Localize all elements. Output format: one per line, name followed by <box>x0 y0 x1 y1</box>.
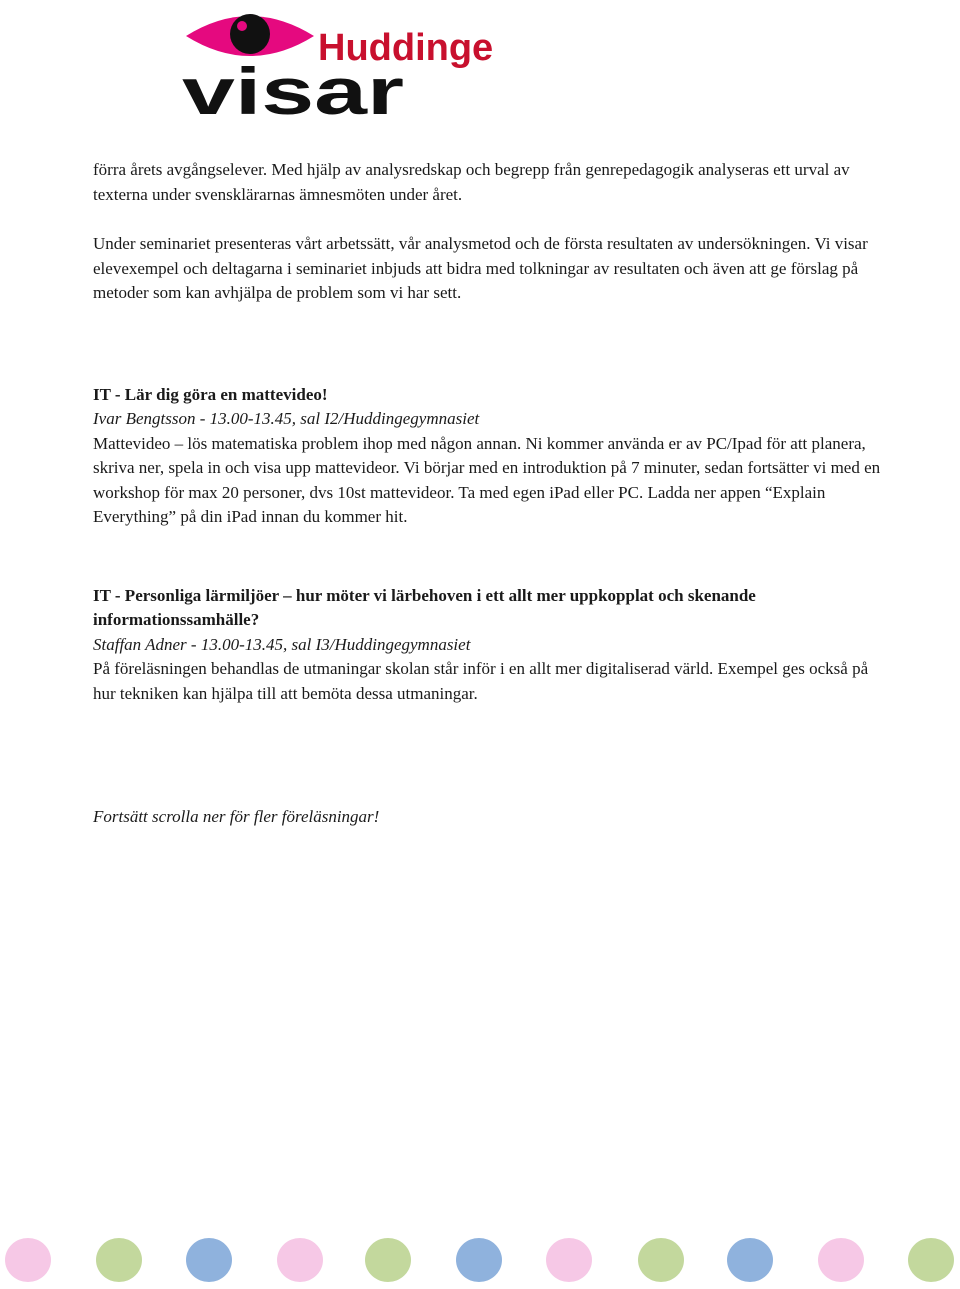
main-content <box>93 158 883 830</box>
decorative-dot <box>727 1238 773 1282</box>
session-2 <box>93 584 883 707</box>
decorative-dot <box>546 1238 592 1282</box>
logo-word-huddinge: Huddinge <box>318 27 494 69</box>
session-1 <box>93 383 883 530</box>
decorative-dots-row <box>0 1236 960 1284</box>
logo-word-visar: visar <box>182 54 404 122</box>
eye-pupil <box>230 14 270 54</box>
decorative-dot <box>277 1238 323 1282</box>
decorative-dot <box>456 1238 502 1282</box>
session-title: IT - Lär dig göra en mattevideo! <box>93 384 328 404</box>
decorative-dot <box>818 1238 864 1282</box>
logo-graphic <box>180 4 520 122</box>
decorative-dot <box>5 1238 51 1282</box>
decorative-dot <box>365 1238 411 1282</box>
eye-highlight <box>237 21 247 31</box>
decorative-dot <box>638 1238 684 1282</box>
decorative-dot <box>186 1238 232 1282</box>
session-description: Mattevideo – lös matematiska problem ihop med någon annan. Ni kommer använda er av PC/Ipad för att planera, skriva ner, spela in och visa upp mattevideor. Vi börjar med en introduktion på 7 minuter, sedan fortsätter vi med en workshop för max 20 personer, dvs 10st mattevideor. Ta med egen iPad eller PC. Ladda ner appen “Explain Everything” på din iPad innan du kommer hit. <box>93 433 881 526</box>
decorative-dot <box>908 1238 954 1282</box>
huddinge-visar-logo <box>180 4 520 122</box>
session-speaker: Staffan Adner - 13.00-13.45, sal I3/Huddingegymnasiet <box>93 634 471 654</box>
intro-paragraph-2: Under seminariet presenteras vårt arbetssätt, vår analysmetod och de första resultaten av undersökningen. Vi visar elevexempel och deltagarna i seminariet inbjuds att bidra med tolkningar av resultaten och även att ge förslag på metoder som kan avhjälpa de problem som vi har sett. <box>93 234 868 302</box>
decorative-dot <box>96 1238 142 1282</box>
session-description: På föreläsningen behandlas de utmaningar skolan står inför i en allt mer digitaliserad värld. Exempel ges också på hur tekniken kan hjälpa till att bemöta dessa utmaningar. <box>93 659 869 703</box>
session-title: IT - Personliga lärmiljöer – hur möter vi lärbehoven i ett allt mer uppkopplat och skenande informationssamhälle? <box>93 585 756 629</box>
intro-paragraph-1: förra årets avgångselever. Med hjälp av analysredskap och begrepp från genrepedagogik analyseras ett urval av texterna under svensklärarnas ämnesmöten under året. <box>93 160 850 204</box>
footer-note: Fortsätt scrolla ner för fler föreläsningar! <box>93 807 380 826</box>
session-speaker: Ivar Bengtsson - 13.00-13.45, sal I2/Huddingegymnasiet <box>93 409 480 428</box>
